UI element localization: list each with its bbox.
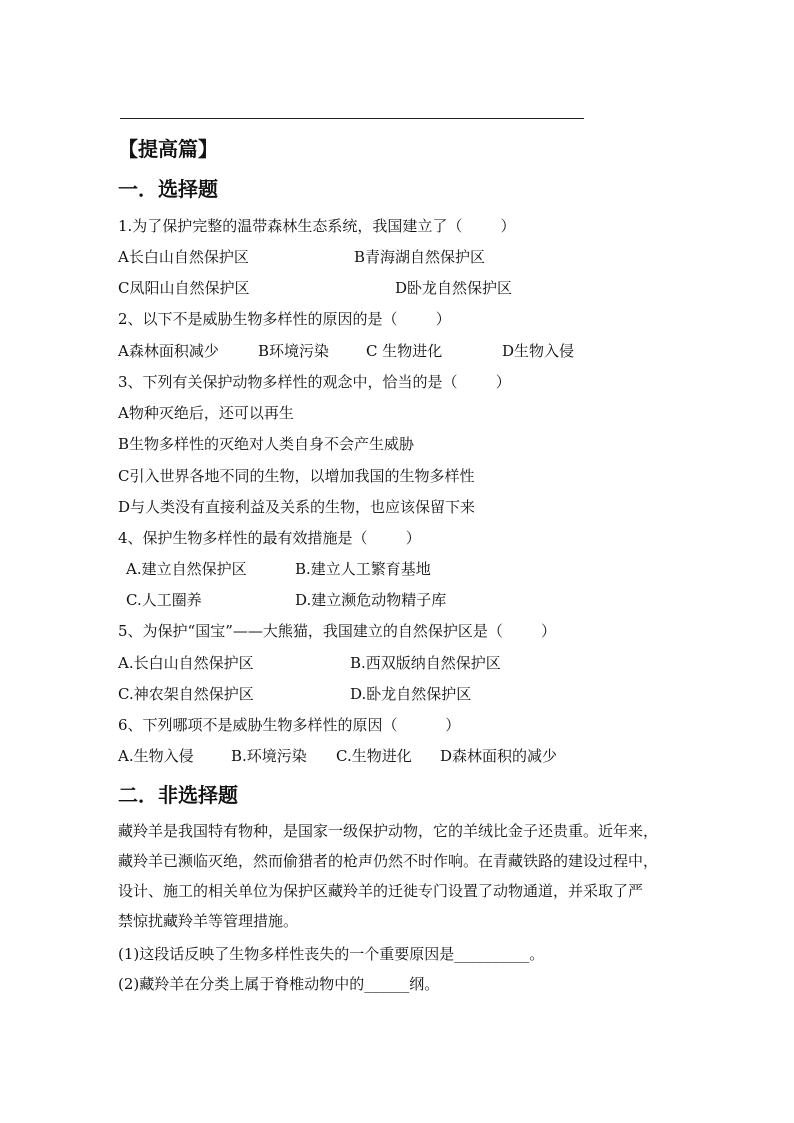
q5-option-d: D.卧龙自然保护区	[350, 685, 472, 703]
section2-title: 二．非选择题	[118, 783, 238, 807]
q6-option-c: C.生物进化	[336, 747, 412, 765]
q4-option-a: A.建立自然保护区	[126, 560, 247, 578]
q1-option-b: B青海湖自然保护区	[354, 248, 486, 266]
q3-option-b: B生物多样性的灭绝对人类自身不会产生威胁	[118, 435, 415, 453]
q3-option-d: D与人类没有直接利益及关系的生物，也应该保留下来	[118, 498, 476, 516]
q4-stem: 4、保护生物多样性的最有效措施是（ ）	[118, 529, 421, 547]
sub-question-2: (2)藏羚羊在分类上属于脊椎动物中的______纲。	[118, 975, 440, 993]
q3-option-c: C引入世界各地不同的生物，以增加我国的生物多样性	[118, 467, 475, 485]
q5-option-b: B.西双版纳自然保护区	[350, 654, 501, 672]
q1-option-c: C凤阳山自然保护区	[118, 279, 250, 297]
q6-option-a: A.生物入侵	[118, 747, 194, 765]
passage-line: 禁惊扰藏羚羊等管理措施。	[118, 912, 299, 930]
sub-question-1: (1)这段话反映了生物多样性丧失的一个重要原因是__________。	[118, 945, 545, 963]
q1-option-a: A长白山自然保护区	[118, 248, 249, 266]
q2-option-d: D生物入侵	[502, 342, 575, 360]
q4-option-b: B.建立人工繁育基地	[295, 560, 431, 578]
q1-option-d: D卧龙自然保护区	[395, 279, 513, 297]
passage-line: 设计、施工的相关单位为保护区藏羚羊的迁徙专门设置了动物通道，并采取了严	[118, 882, 644, 900]
q3-option-a: A物种灭绝后，还可以再生	[118, 404, 294, 422]
section1-title: 一．选择题	[118, 177, 218, 201]
q1-stem: 1.为了保护完整的温带森林生态系统，我国建立了（ ）	[118, 217, 516, 235]
q3-stem: 3、下列有关保护动物多样性的观念中，恰当的是（ ）	[118, 373, 511, 391]
q5-option-a: A.长白山自然保护区	[118, 654, 254, 672]
q5-option-c: C.神农架自然保护区	[118, 685, 254, 703]
q2-option-b: B环境污染	[258, 342, 330, 360]
q6-option-d: D森林面积的减少	[440, 747, 558, 765]
q4-option-d: D.建立濒危动物精子库	[295, 591, 447, 609]
q2-option-c: C 生物进化	[366, 342, 443, 360]
q4-option-c: C.人工圈养	[126, 591, 202, 609]
heading-tigao: 【提高篇】	[118, 137, 218, 161]
q5-stem: 5、为保护“国宝”——大熊猫，我国建立的自然保护区是（ ）	[118, 622, 557, 640]
q6-option-b: B.环境污染	[231, 747, 307, 765]
header-rule	[120, 118, 584, 119]
q2-option-a: A森林面积减少	[118, 342, 219, 360]
q6-stem: 6、下列哪项不是威胁生物多样性的原因（ ）	[118, 716, 461, 734]
passage-line: 藏羚羊已濒临灭绝，然而偷猎者的枪声仍然不时作响。在青藏铁路的建设过程中，	[118, 852, 659, 870]
q2-stem: 2、以下不是威胁生物多样性的原因的是（ ）	[118, 310, 451, 328]
passage-line: 藏羚羊是我国特有物种，是国家一级保护动物，它的羊绒比金子还贵重。近年来，	[118, 822, 659, 840]
